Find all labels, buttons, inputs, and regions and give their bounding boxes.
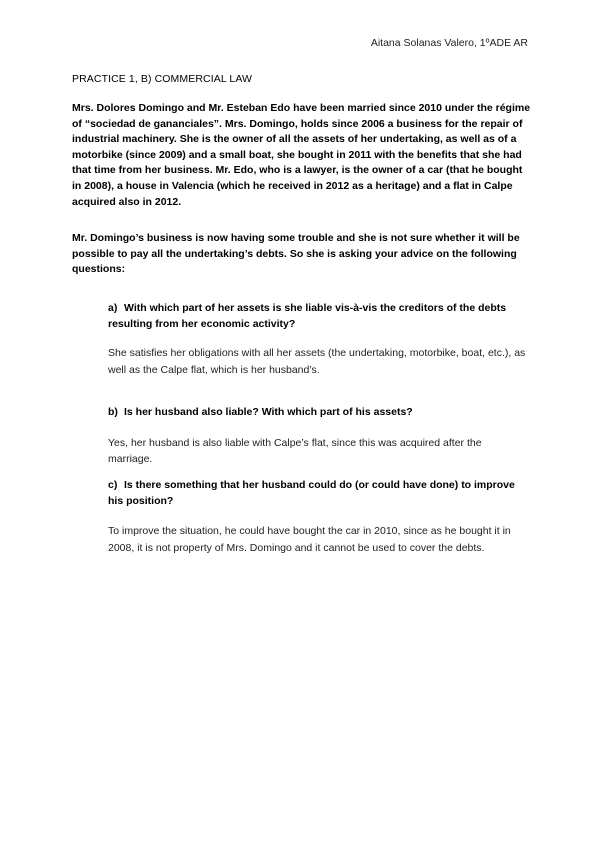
question-b bbox=[108, 405, 528, 468]
question-a bbox=[108, 301, 528, 379]
question-a-heading bbox=[108, 301, 528, 332]
question-b-marker: b) bbox=[108, 406, 118, 418]
author-header: Aitana Solanas Valero, 1ºADE AR bbox=[370, 37, 528, 49]
intro-paragraph: Mrs. Dolores Domingo and Mr. Esteban Edo have been married since 2010 under the régime of “sociedad de gananciales”. Mrs. Domingo, holds since 2006 a business for the repair of industrial machinery. She is the owner of all the assets of her undertaking, as well as of a motorbike (since 2009) and a small boat, she bought in 2011 with the benefits that she had that time from her business. Mr. Edo, who is a lawyer, is the owner of a car (that he bought in 2008), a house in Valencia (which he received in 2012 as a heritage) and a flat in Calpe acquired also in 2012. bbox=[72, 102, 531, 208]
question-a-text: With which part of her assets is she liable vis-à-vis the creditors of the debts resulting from her economic activity? bbox=[108, 302, 507, 330]
answer-a: She satisfies her obligations with all her assets (the undertaking, motorbike, boat, etc.), as well as the Calpe flat, which is her husband’s. bbox=[108, 347, 526, 376]
answer-b: Yes, her husband is also liable with Calpe’s flat, since this was acquired after the marriage. bbox=[108, 436, 482, 466]
question-c-marker: c) bbox=[108, 479, 118, 491]
question-b-heading bbox=[108, 405, 528, 421]
practice-title: PRACTICE 1, B) COMMERCIAL LAW bbox=[72, 73, 253, 85]
question-intro-paragraph: Mr. Domingo’s business is now having some trouble and she is not sure whether it will be possible to pay all the undertaking’s debts. So she is asking your advice on the following questions: bbox=[72, 232, 520, 276]
answer-c: To improve the situation, he could have bought the car in 2010, since as he bought it in 2008, it is not property of Mrs. Domingo and it cannot be used to cover the debts. bbox=[108, 525, 511, 554]
question-b-text: Is her husband also liable? With which part of his assets? bbox=[124, 406, 413, 418]
question-c-heading bbox=[108, 478, 528, 509]
question-a-marker: a) bbox=[108, 302, 118, 314]
question-c-text: Is there something that her husband could do (or could have done) to improve his position? bbox=[108, 479, 515, 507]
question-c bbox=[108, 478, 528, 557]
